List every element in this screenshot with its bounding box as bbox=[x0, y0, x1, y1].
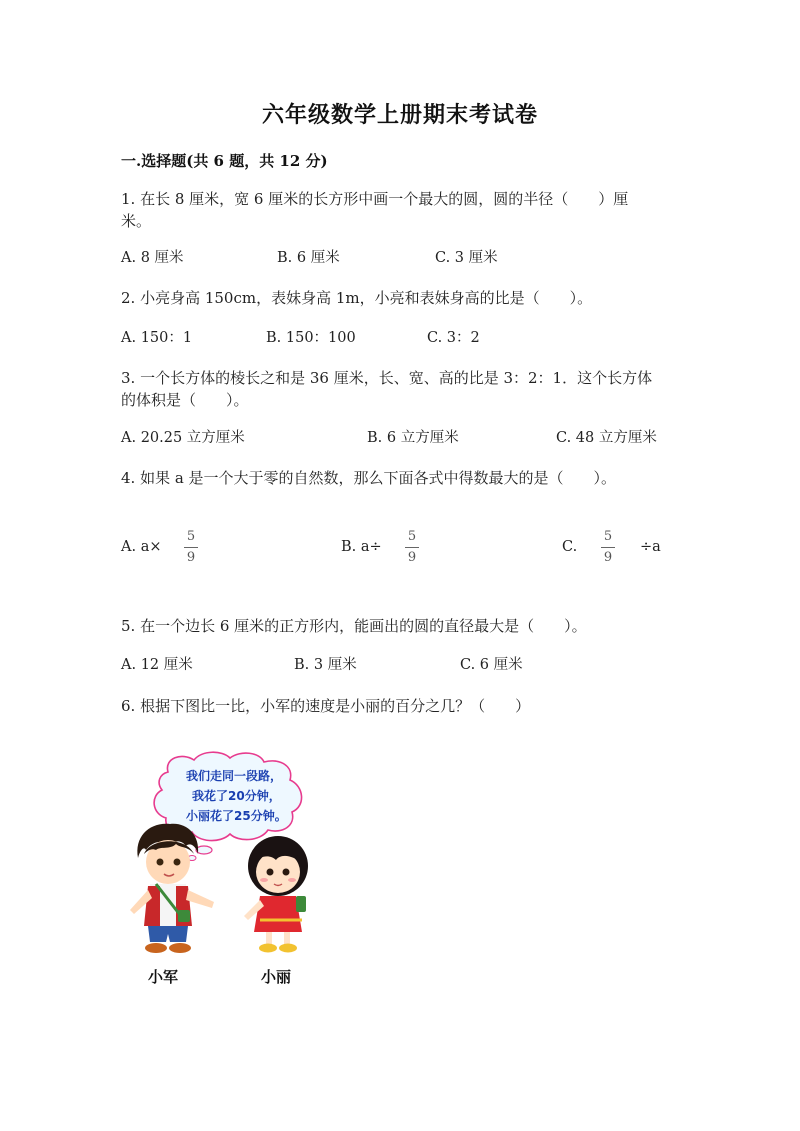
question-6-figure bbox=[120, 750, 330, 990]
boy-figure bbox=[130, 824, 214, 953]
q5-option-a[interactable]: A. 12 厘米 bbox=[121, 657, 193, 673]
fraction-denominator: 9 bbox=[186, 550, 196, 565]
cartoon-illustration bbox=[120, 750, 330, 965]
question-2-line1: 2. 小亮身高 150cm，表妹身高 1m，小亮和表妹身高的比是（ ）。 bbox=[121, 289, 593, 307]
q4-option-b-prefix: B. a÷ bbox=[341, 539, 382, 555]
fraction-numerator: 5 bbox=[603, 529, 613, 544]
question-3-line2: 的体积是（ ）。 bbox=[121, 391, 249, 409]
q1-option-b[interactable]: B. 6 厘米 bbox=[277, 250, 340, 266]
q4-option-a-fraction bbox=[183, 529, 199, 566]
question-1-line1: 1. 在长 8 厘米，宽 6 厘米的长方形中画一个最大的圆，圆的半径（ ）厘 bbox=[121, 190, 629, 208]
question-6 bbox=[121, 695, 681, 717]
question-1-line2: 米。 bbox=[121, 212, 152, 230]
question-3-line1: 3. 一个长方体的棱长之和是 36 厘米，长、宽、高的比是 3：2：1．这个长方体 bbox=[121, 369, 653, 387]
question-3 bbox=[121, 367, 681, 411]
section-heading: 一.选择题(共 6 题，共 12 分) bbox=[121, 152, 328, 170]
fraction-denominator: 9 bbox=[407, 550, 417, 565]
question-4 bbox=[121, 467, 681, 489]
question-5-line1: 5. 在一个边长 6 厘米的正方形内，能画出的圆的直径最大是（ ）。 bbox=[121, 617, 587, 635]
question-2 bbox=[121, 287, 681, 309]
bubble-line-2: 我花了20分钟， bbox=[192, 789, 281, 803]
fraction-numerator: 5 bbox=[186, 529, 196, 544]
exam-title: 六年级数学上册期末考试卷 bbox=[261, 102, 538, 128]
boy-name-label: 小军 bbox=[148, 968, 179, 986]
girl-figure bbox=[244, 836, 308, 953]
fraction-bar bbox=[184, 547, 198, 548]
q4-option-c-suffix: ÷a bbox=[640, 539, 661, 555]
q3-option-c[interactable]: C. 48 立方厘米 bbox=[556, 430, 657, 446]
fraction-bar bbox=[405, 547, 419, 548]
q5-option-c[interactable]: C. 6 厘米 bbox=[460, 657, 523, 673]
q2-option-c[interactable]: C. 3：2 bbox=[427, 330, 480, 346]
q4-option-c-fraction bbox=[600, 529, 616, 566]
question-6-line1: 6. 根据下图比一比，小军的速度是小丽的百分之几？（ ） bbox=[121, 697, 531, 715]
question-4-line1: 4. 如果 a 是一个大于零的自然数，那么下面各式中得数最大的是（ ）。 bbox=[121, 469, 617, 487]
q5-option-b[interactable]: B. 3 厘米 bbox=[294, 657, 357, 673]
bubble-line-1: 我们走同一段路， bbox=[186, 769, 283, 783]
q4-option-b-fraction bbox=[404, 529, 420, 566]
fraction-denominator: 9 bbox=[603, 550, 613, 565]
q3-option-b[interactable]: B. 6 立方厘米 bbox=[367, 430, 459, 446]
question-5 bbox=[121, 615, 681, 637]
fraction-bar bbox=[601, 547, 615, 548]
q3-option-a[interactable]: A. 20.25 立方厘米 bbox=[121, 430, 245, 446]
q4-option-c-prefix: C. bbox=[562, 539, 578, 555]
q2-option-a[interactable]: A. 150：1 bbox=[121, 330, 193, 346]
q1-option-a[interactable]: A. 8 厘米 bbox=[121, 250, 184, 266]
q1-option-c[interactable]: C. 3 厘米 bbox=[435, 250, 498, 266]
bubble-line-3: 小丽花了25分钟。 bbox=[186, 809, 287, 823]
q2-option-b[interactable]: B. 150：100 bbox=[266, 330, 356, 346]
fraction-numerator: 5 bbox=[407, 529, 417, 544]
girl-name-label: 小丽 bbox=[261, 968, 292, 986]
q4-option-a-prefix: A. a× bbox=[121, 539, 162, 555]
question-1 bbox=[121, 188, 681, 232]
